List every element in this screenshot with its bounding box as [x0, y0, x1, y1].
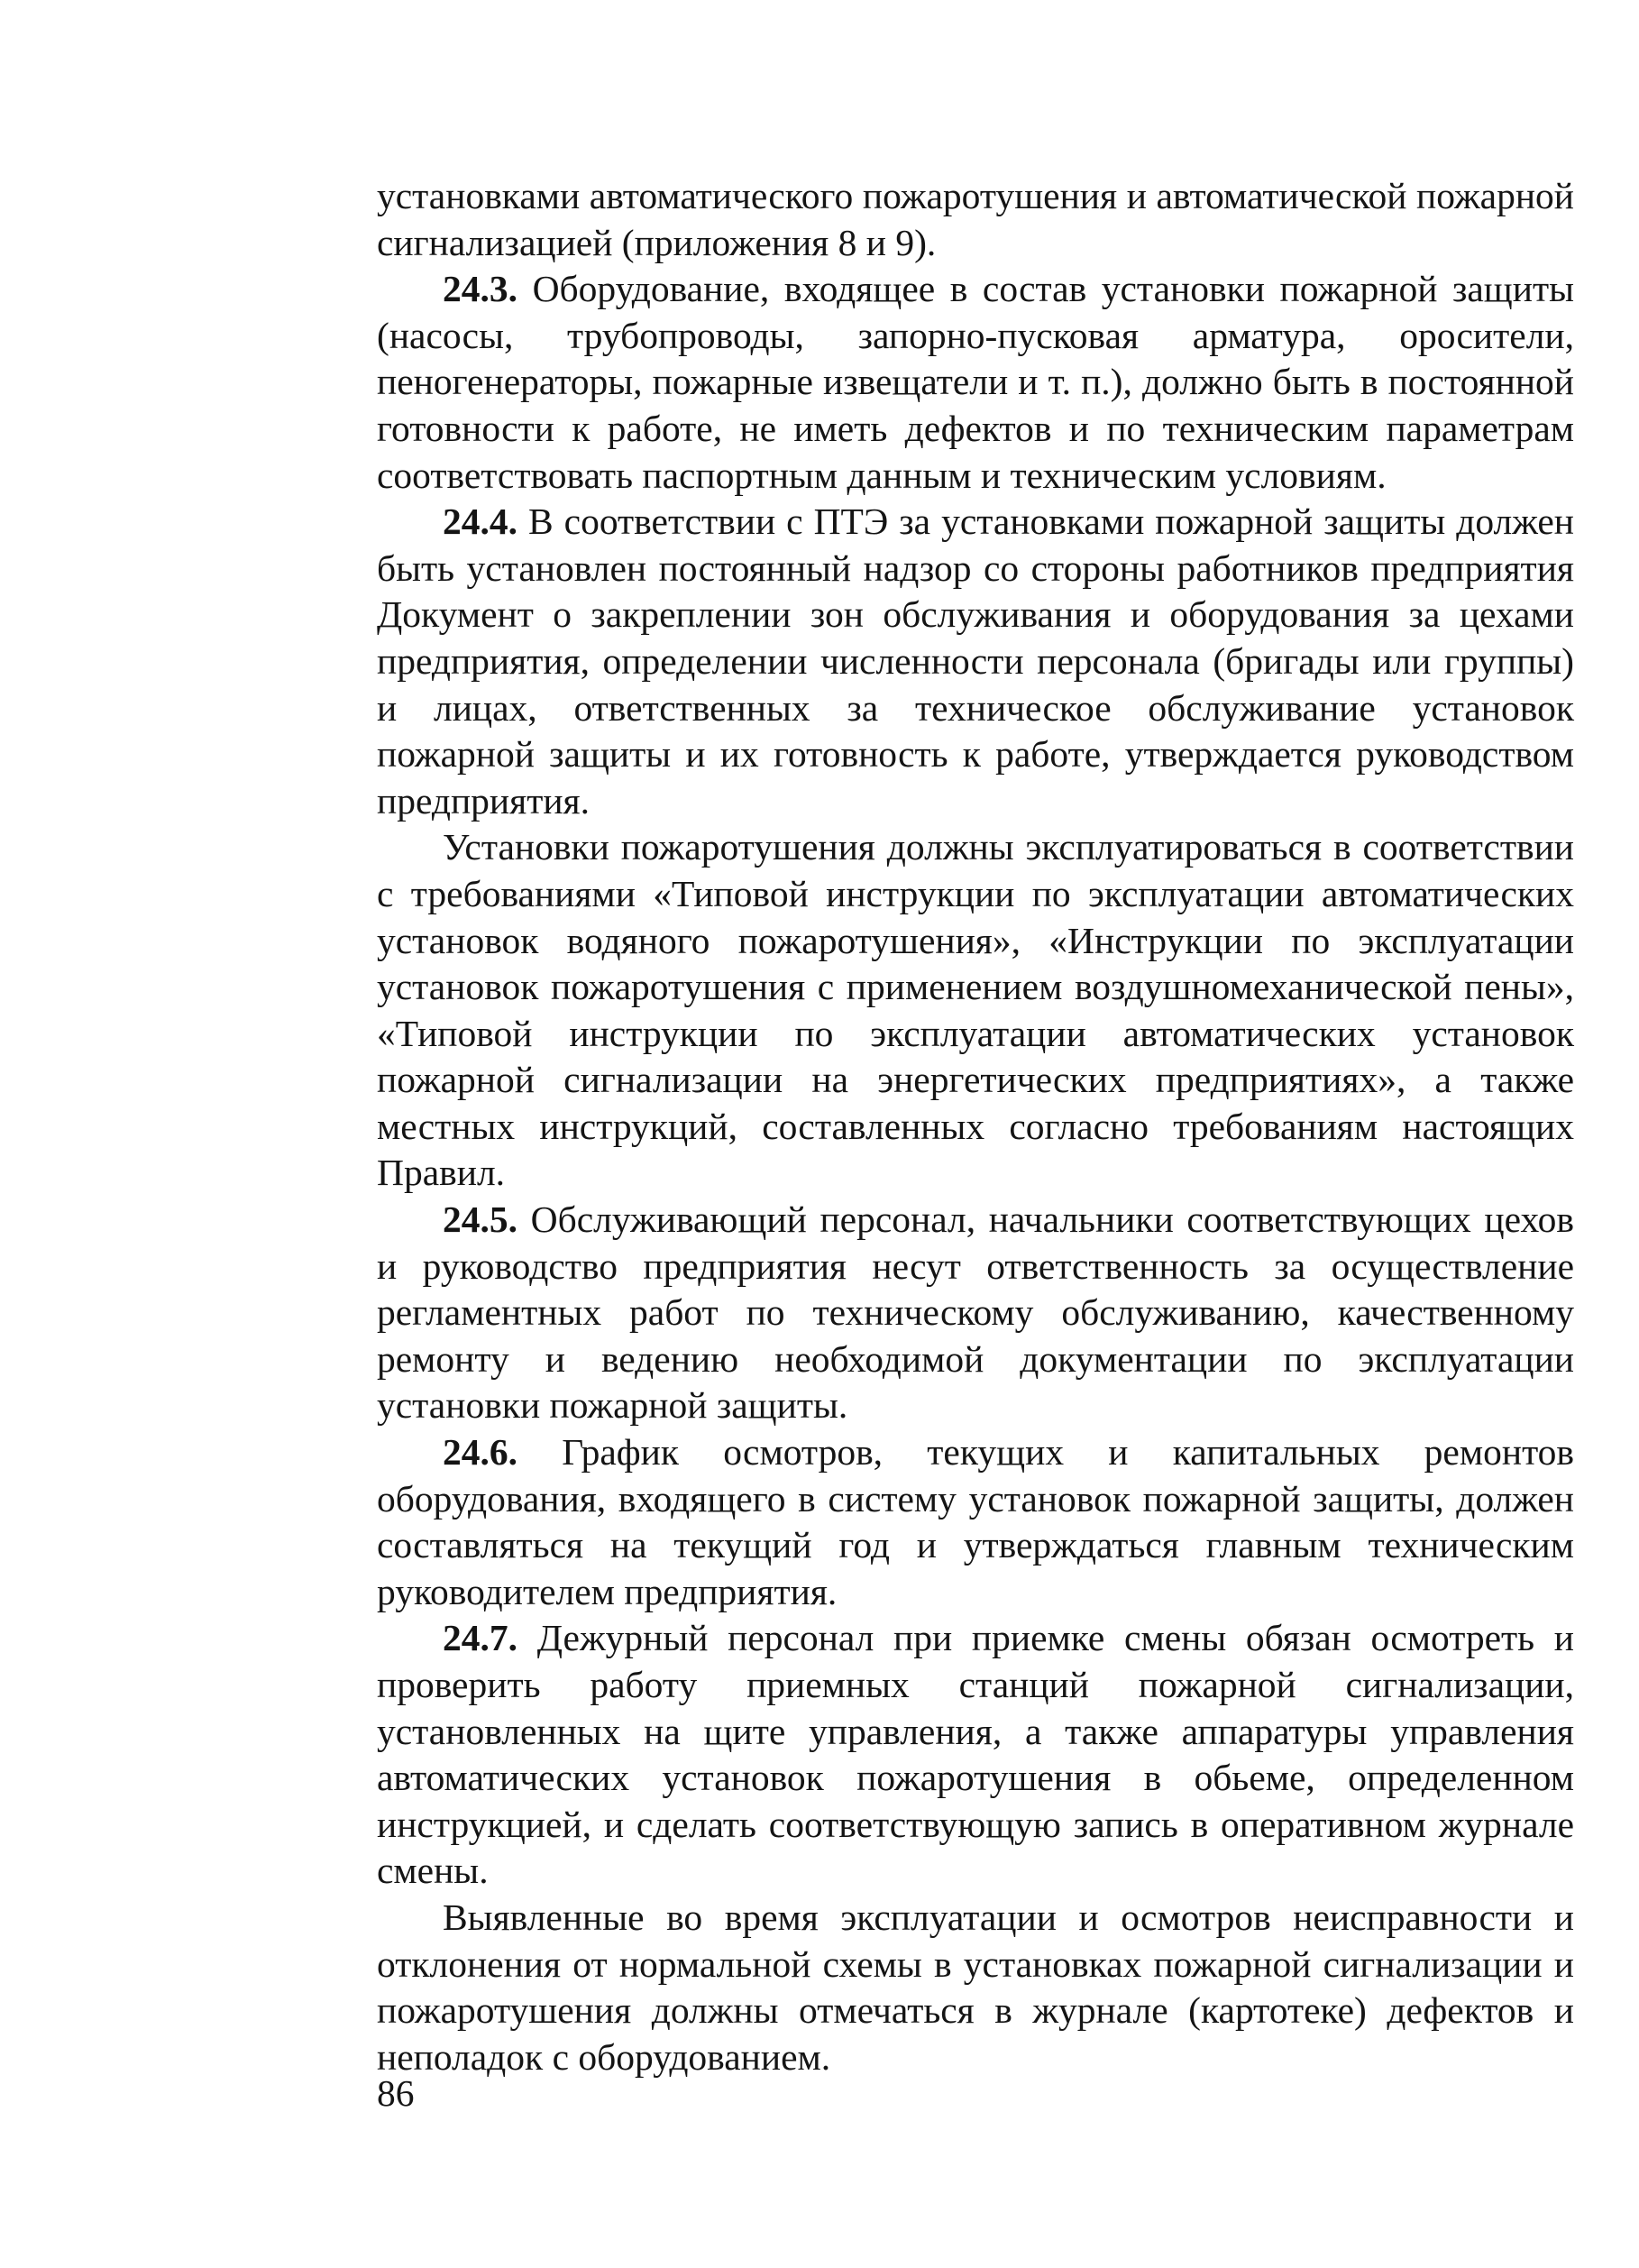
- paragraph: [377, 824, 1574, 1197]
- section-number: 24.5.: [443, 1198, 517, 1241]
- paragraph: [377, 266, 1574, 499]
- paragraph-text: Оборудование, входящее в состав установки пожарной защиты (насосы, трубопроводы, запорно-пусковая арматура, оросители, пеногенераторы, пожарные извещатели и т. п.), должно быть в постоянной готовности к работе, не иметь дефектов и по техническим параметрам соответствовать паспортным данным и техническим условиям.: [377, 268, 1574, 496]
- paragraph-text: График осмотров, текущих и капитальных ремонтов оборудования, входящего в систему установок пожарной защиты, должен составляться на текущий год и утверждаться главным техническим руководителем предприятия.: [377, 1431, 1575, 1612]
- paragraph: [377, 1615, 1574, 1895]
- paragraph: [377, 499, 1574, 824]
- paragraph: [377, 173, 1574, 266]
- page-number: 86: [377, 2072, 415, 2114]
- paragraph: [377, 1197, 1574, 1429]
- section-number: 24.7.: [443, 1617, 517, 1659]
- paragraph: [377, 1895, 1574, 2080]
- section-number: 24.4.: [443, 500, 517, 543]
- paragraph-text: Обслуживающий персонал, начальники соответствующих цехов и руководство предприятия несут ответственность за осуществление регламентных работ по техническому обслуживанию, качественному ремонту и ведению необходимой документации по эксплуатации установки пожарной защиты.: [377, 1198, 1574, 1427]
- paragraph-text: установками автоматического пожаротушения и автоматической пожарной сигнализацией (приложения 8 и 9).: [377, 175, 1574, 263]
- paragraph: [377, 1429, 1574, 1615]
- paragraph-text: Дежурный персонал при приемке смены обязан осмотреть и проверить работу приемных станций пожарной сигнализации, установленных на щите управления, а также аппаратуры управления автоматических установок пожаротушения в обьеме, определенном инструкцией, и сделать соответствующую запись в оперативном журнале смены.: [377, 1617, 1574, 1892]
- section-number: 24.3.: [443, 268, 517, 310]
- page-body: [377, 173, 1574, 2080]
- section-number: 24.6.: [443, 1431, 517, 1474]
- paragraph-text: Установки пожаротушения должны эксплуатироваться в соответствии с требованиями «Типовой инструкции по эксплуатации автоматических установок водяного пожаротушения», «Инструкции по эксплуатации установок пожаротушения с применением воздушномеханической пены», «Типовой инструкции по эксплуатации автоматических установок пожарной сигнализации на энергетических предприятиях», а также местных инструкций, составленных согласно требованиям настоящих Правил.: [377, 826, 1574, 1194]
- paragraph-text: Выявленные во время эксплуатации и осмотров неисправности и отклонения от нормальной схемы в установках пожарной сигнализации и пожаротушения должны отмечаться в журнале (картотеке) дефектов и неполадок с оборудованием.: [377, 1896, 1574, 2078]
- paragraph-text: В соответствии с ПТЭ за установками пожарной защиты должен быть установлен постоянный надзор со стороны работников предприятия Документ о закреплении зон обслуживания и оборудования за цехами предприятия, определении численности персонала (бригады или группы) и лицах, ответственных за техническое обслуживание установок пожарной защиты и их готовность к работе, утверждается руководством предприятия.: [377, 500, 1575, 822]
